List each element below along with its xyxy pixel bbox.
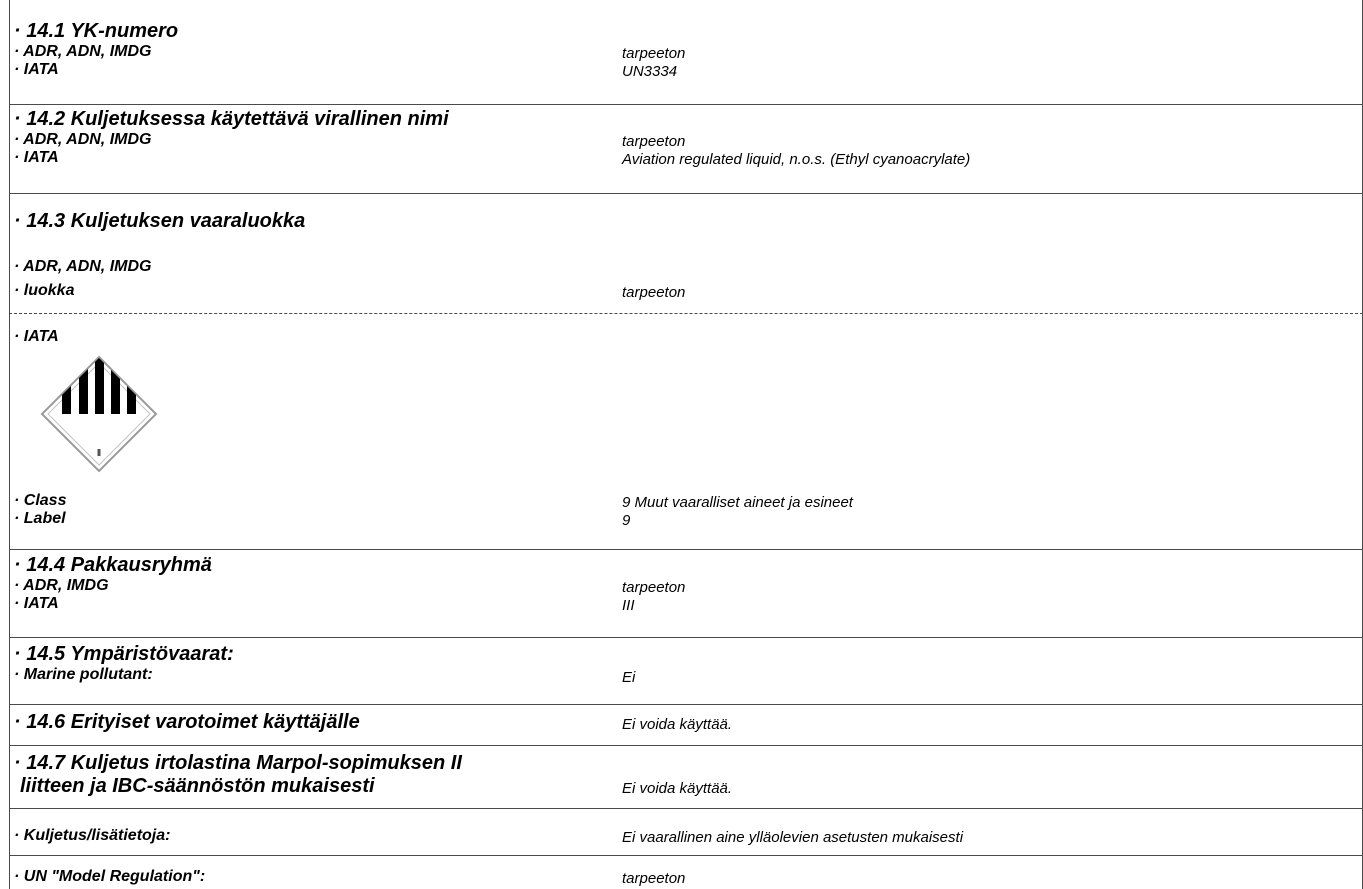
row-value: 9 Muut vaaralliset aineet ja esineet — [622, 494, 853, 511]
un-model-regulation-value: tarpeeton — [622, 870, 686, 887]
row-label: · ADR, ADN, IMDG — [14, 43, 152, 60]
row-value: III — [622, 597, 635, 614]
row-value: tarpeeton — [622, 133, 686, 150]
section-14-4-heading: · 14.4 Pakkausryhmä — [14, 554, 212, 576]
section-divider — [9, 104, 1363, 105]
section-14-6-heading: · 14.6 Erityiset varotoimet käyttäjälle — [14, 711, 360, 733]
row-value: 9 — [622, 512, 631, 529]
row-value: tarpeeton — [622, 284, 686, 301]
section-14-2-heading: · 14.2 Kuljetuksessa käytettävä virallinen nimi — [14, 108, 449, 130]
iata-label: · IATA — [14, 328, 59, 345]
row-value: tarpeeton — [622, 579, 686, 596]
section-14-7-heading-line-1: · 14.7 Kuljetus irtolastina Marpol-sopimuksen II — [14, 752, 462, 774]
row-label: · ADR, IMDG — [14, 577, 109, 594]
section-14-1-heading: · 14.1 YK-numero — [14, 20, 179, 42]
section-14-5-heading: · 14.5 Ympäristövaarat: — [14, 643, 234, 665]
section-divider — [9, 855, 1363, 856]
row-label: · Marine pollutant: — [14, 666, 153, 683]
row-value: UN3334 — [622, 63, 678, 80]
additional-info-label: · Kuljetus/lisätietoja: — [14, 827, 171, 844]
row-label: · IATA — [14, 595, 59, 612]
row-label: · IATA — [14, 61, 59, 78]
section-divider — [9, 637, 1363, 638]
section-divider — [9, 704, 1363, 705]
section-divider — [9, 549, 1363, 550]
section-divider — [9, 193, 1363, 194]
group-label: · ADR, ADN, IMDG — [14, 258, 152, 275]
class-9-hazard-diamond-icon — [40, 355, 158, 473]
row-value: Ei voida käyttää. — [622, 780, 733, 797]
row-label: · ADR, ADN, IMDG — [14, 131, 152, 148]
row-label: · luokka — [14, 282, 75, 299]
row-value: tarpeeton — [622, 45, 686, 62]
section-14-3-heading: · 14.3 Kuljetuksen vaaraluokka — [14, 210, 306, 232]
additional-info-value: Ei vaarallinen aine ylläolevien asetusten mukaisesti — [622, 829, 964, 846]
section-divider — [9, 745, 1363, 746]
dashed-divider — [9, 313, 1363, 314]
row-label: · Label — [14, 510, 66, 527]
section-divider — [9, 808, 1363, 809]
row-value: Ei voida käyttää. — [622, 716, 733, 733]
un-model-regulation-label: · UN "Model Regulation": — [14, 868, 206, 885]
row-label: · Class — [14, 492, 67, 509]
row-value: Ei — [622, 669, 636, 686]
row-label: · IATA — [14, 149, 59, 166]
section-14-7-heading-line-2: liitteen ja IBC-säännöstön mukaisesti — [20, 775, 375, 797]
row-value: Aviation regulated liquid, n.o.s. (Ethyl cyanoacrylate) — [622, 151, 971, 168]
